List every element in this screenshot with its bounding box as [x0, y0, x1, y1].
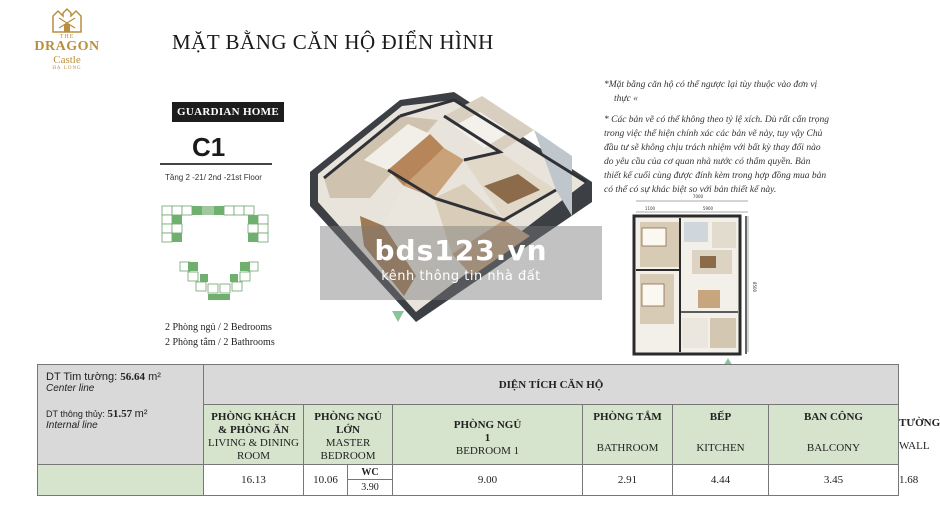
area-unit: m² — [148, 371, 161, 383]
value-balcony: 3.45 — [769, 465, 899, 496]
watermark — [320, 226, 602, 300]
gross-area-value: 56.64 — [120, 371, 146, 383]
col-label-en: MASTER — [325, 437, 371, 449]
bathrooms-info: 2 Phòng tắm / 2 Bathrooms — [165, 337, 275, 348]
brand-logo — [28, 8, 106, 71]
note-line: có thể có sự khác biệt so với bản thiết kế này. — [604, 185, 777, 195]
area-summary-cell — [38, 365, 204, 465]
note-line: thực « — [614, 94, 638, 104]
col-label-vn: BAN CÔNG — [804, 411, 863, 423]
unit-type-badge: GUARDIAN HOME — [172, 102, 284, 122]
castle-crest-icon — [50, 8, 84, 34]
col-master — [304, 405, 393, 465]
bedrooms-info: 2 Phòng ngủ / 2 Bedrooms — [165, 322, 272, 333]
area-unit: m² — [134, 408, 148, 420]
col-label-en: LIVING & DINING — [207, 437, 300, 449]
note-line: thiết kế cuối cùng được đính kèm trong hợp đồng mua bản — [604, 171, 827, 181]
col-label-en: ROOM — [236, 450, 270, 462]
wc-label: WC — [348, 465, 393, 480]
note-line: trong việc thể hiện chính xác các bản vẽ này, tuy vậy Chủ — [604, 129, 823, 139]
dim-left-width: 1100 — [644, 206, 656, 211]
dim-total-width: 7000 — [692, 194, 704, 199]
value-living: 16.13 — [204, 465, 304, 496]
logo-the: THE — [59, 34, 75, 40]
gross-area-label: DT Tim tường: — [46, 371, 118, 383]
summary-spacer — [38, 465, 204, 496]
watermark-sub: kênh thông tin nhà đất — [381, 269, 541, 284]
value-bedroom1: 9.00 — [393, 465, 583, 496]
col-label-en: BEDROOM — [320, 450, 376, 462]
col-label-vn: PHÒNG NGỦ — [314, 411, 382, 423]
area-table: DT Tim tường: 56.64 m² Center line DT thông thủy: 51.57 m² Internal line DIỆN TÍCH CĂN HỘ PHÒNG KHÁCH & PHÒNG ĂN LIVING & DINING ROOM PHÒNG NGỦ LỚN MASTER BEDROOM PHÒNG NGỦ 1 BEDROOM 1 PHÒNG TẮM BATHROOM BẾP KITCHEN BAN CÔNG BALCONY TƯỜNG WALL 16.13 10.06 WC 9.00 2.91 4.44 3.45 1.68 3.90 — [37, 364, 899, 496]
note-line: *Mặt bằng căn hộ có thể ngược lại tùy thuộc vào đơn vị — [604, 80, 818, 90]
col-balcony — [769, 405, 899, 465]
net-area-line — [46, 408, 195, 420]
page-title: MẶT BẰNG CĂN HỘ ĐIỂN HÌNH — [172, 30, 494, 54]
col-label-vn: PHÒNG TẮM — [593, 411, 662, 423]
value-wc: 3.90 — [348, 480, 393, 496]
col-living — [204, 405, 304, 465]
col-label-vn: BẾP — [709, 411, 732, 423]
value-master: 10.06 — [304, 465, 348, 496]
col-kitchen — [673, 405, 769, 465]
building-key-plan — [158, 200, 280, 305]
col-label-vn: LỚN — [336, 424, 360, 436]
col-label-en: BEDROOM 1 — [455, 445, 520, 457]
dim-height: 8500 — [752, 281, 757, 293]
logo-castle: Castle — [53, 54, 81, 66]
logo-location: HẠ LONG — [52, 66, 82, 71]
apartment-2d-floor-plan — [628, 192, 758, 367]
unit-divider — [160, 163, 272, 165]
table-header: DIỆN TÍCH CĂN HỘ — [204, 365, 899, 405]
logo-dragon: DRAGON — [34, 39, 100, 54]
gross-area-sub: Center line — [46, 383, 95, 394]
col-label-en: BATHROOM — [596, 442, 659, 454]
direction-marker-icon — [392, 311, 404, 322]
value-bathroom: 2.91 — [583, 465, 673, 496]
col-label-vn: 1 — [484, 432, 491, 444]
col-label-vn: PHÒNG KHÁCH — [211, 411, 296, 423]
col-label-vn: PHÒNG NGỦ — [453, 419, 522, 431]
note-line: đầu tư sẽ không chịu trách nhiệm với bất kỳ thay đổi nào — [604, 143, 821, 153]
floor-info: Tầng 2 -21/ 2nd -21st Floor — [165, 173, 262, 182]
col-bedroom1 — [393, 405, 583, 465]
value-kitchen: 4.44 — [673, 465, 769, 496]
net-area-label: DT thông thủy: — [46, 409, 105, 419]
net-area-sub: Internal line — [46, 420, 98, 431]
watermark-main: bds123.vn — [374, 234, 548, 267]
unit-code: C1 — [192, 132, 226, 162]
col-label-en: KITCHEN — [696, 442, 745, 454]
col-label-en: BALCONY — [806, 442, 861, 454]
col-label-vn: & PHÒNG ĂN — [218, 424, 289, 436]
note-line: * Các bản vẽ có thể không theo tỷ lệ xích. Dù rất cẩn trọng — [604, 115, 830, 125]
net-area-value: 51.57 — [107, 408, 133, 420]
note-line: do yêu cầu của cơ quan nhà nước có thẩm quyền. Bản — [604, 157, 811, 167]
gross-area-line — [46, 371, 195, 383]
col-bathroom — [583, 405, 673, 465]
dim-right-width: 5900 — [702, 206, 714, 211]
